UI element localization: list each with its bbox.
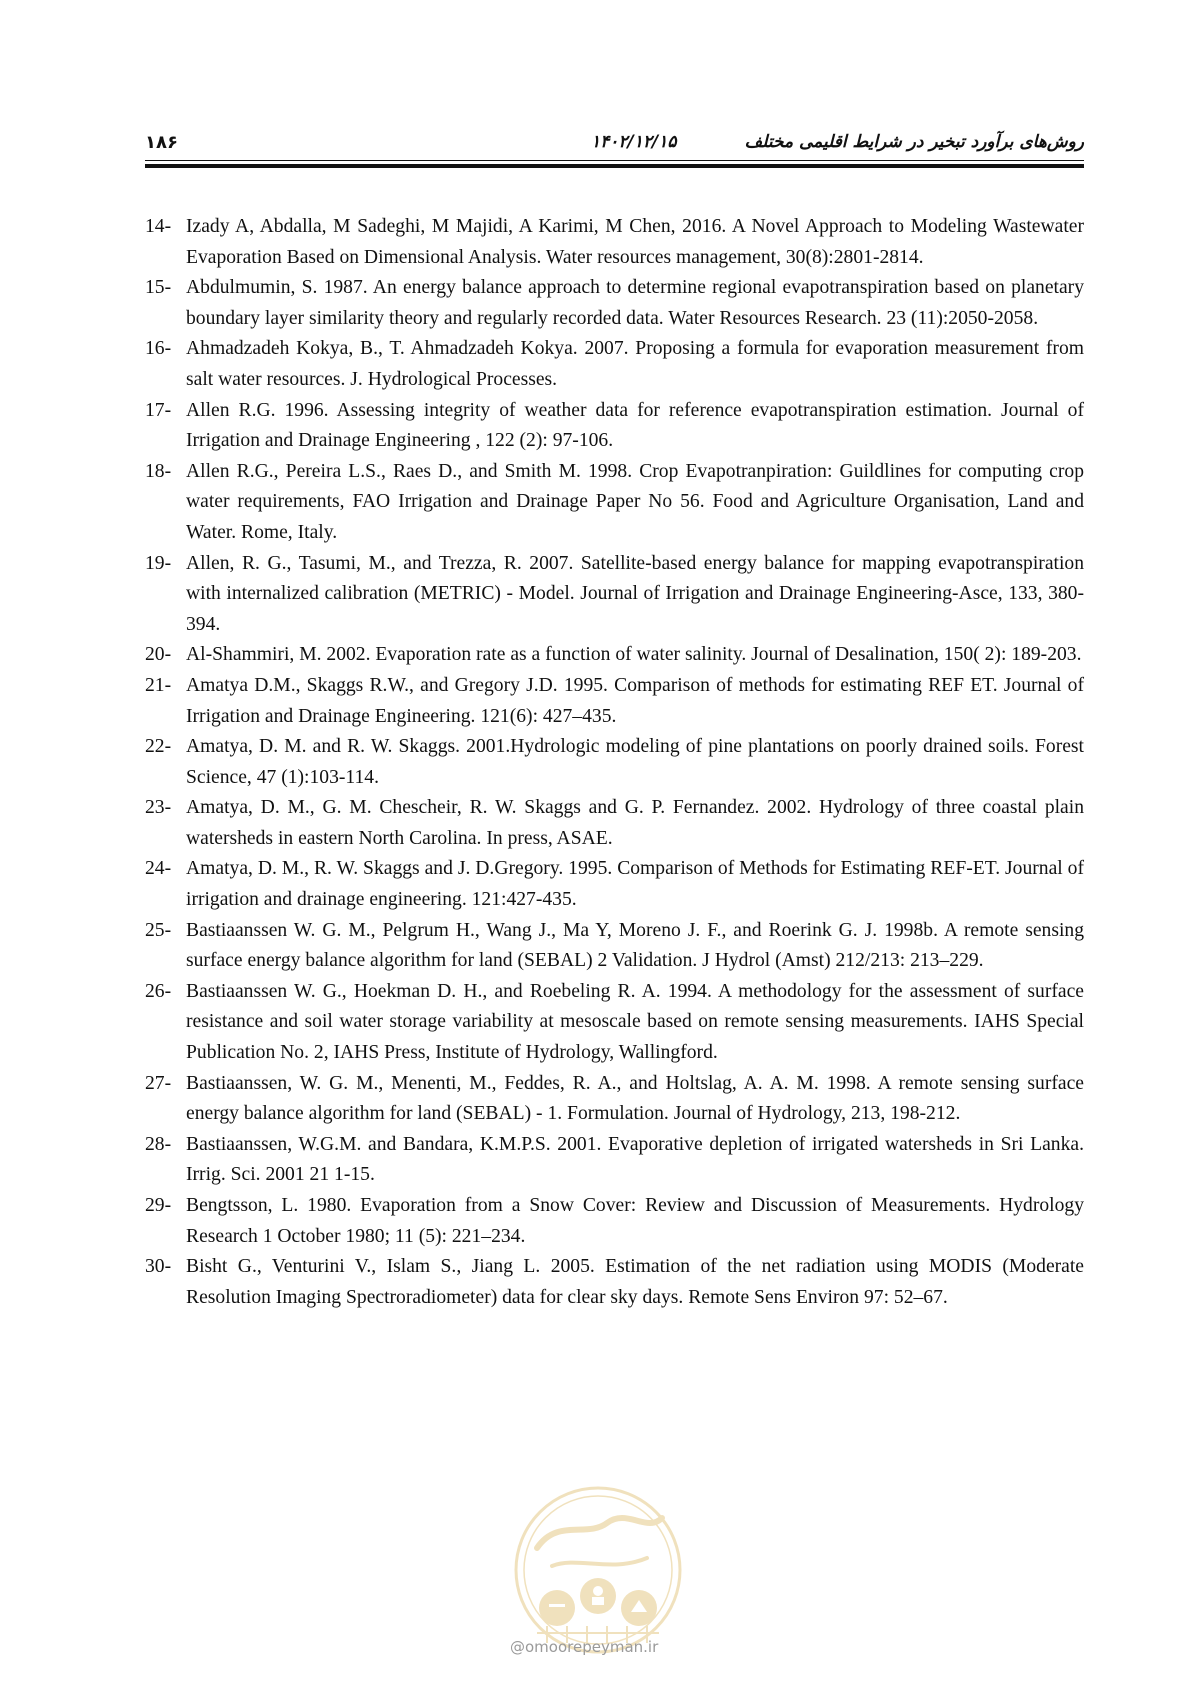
- page-header: [145, 128, 1084, 162]
- reference-text: Abdulmumin, S. 1987. An energy balance approach to determine regional evapotranspiration based on planetary boundary layer similarity theory and regularly recorded data. Water Resources Research. 23 (11):2050-2058.: [186, 277, 1084, 329]
- reference-item: [145, 732, 1084, 793]
- header-rule-thin: [145, 160, 1084, 161]
- reference-number: 25-: [145, 919, 172, 941]
- reference-item: [145, 977, 1084, 1069]
- reference-text: Amatya, D. M., G. M. Chescheir, R. W. Skaggs and G. P. Fernandez. 2002. Hydrology of three coastal plain watersheds in eastern North Carolina. In press, ASAE.: [186, 797, 1084, 849]
- running-title: روش‌های برآورد تبخیر در شرایط اقلیمی مختلف: [744, 132, 1084, 152]
- reference-number: 16-: [145, 338, 172, 360]
- watermark-site: @omoorepeyman.ir: [510, 1638, 659, 1656]
- reference-number: 21-: [145, 674, 172, 696]
- header-rule-thick: [145, 164, 1084, 168]
- reference-item: [145, 1191, 1084, 1252]
- reference-number: 23-: [145, 797, 172, 819]
- reference-text: Allen R.G. 1996. Assessing integrity of weather data for reference evapotranspiration estimation. Journal of Irrigation and Drainage Engineering , 122 (2): 97-106.: [186, 399, 1084, 452]
- reference-text: Allen R.G., Pereira L.S., Raes D., and Smith M. 1998. Crop Evapotranpiration: Guildlines for computing crop water requirements, FAO Irrigation and Drainage Paper No 56. Food and Agriculture Organisation, Land and Water. Rome, Italy.: [186, 460, 1084, 543]
- reference-item: [145, 334, 1084, 395]
- reference-item: [145, 273, 1084, 334]
- reference-number: 17-: [145, 399, 172, 421]
- reference-text: Bisht G., Venturini V., Islam S., Jiang L. 2005. Estimation of the net radiation using MODIS (Moderate Resolution Imaging Spectroradiometer) data for clear sky days. Remote Sens Environ 97: 52–67.: [186, 1256, 1084, 1308]
- reference-number: 30-: [145, 1256, 172, 1278]
- reference-number: 29-: [145, 1195, 172, 1216]
- reference-text: Bastiaanssen W. G., Hoekman D. H., and Roebeling R. A. 1994. A methodology for the assessment of surface resistance and soil water storage variability at mesoscale based on remote sensing measurements. IAHS Special Publication No. 2, IAHS Press, Institute of Hydrology, Wallingford.: [186, 980, 1084, 1064]
- reference-number: 27-: [145, 1072, 172, 1094]
- watermark-seal-logo: [497, 1478, 699, 1658]
- reference-item: [145, 640, 1084, 671]
- reference-number: 20-: [145, 644, 172, 666]
- reference-number: 24-: [145, 858, 172, 880]
- reference-item: [145, 1069, 1084, 1130]
- reference-item: [145, 916, 1084, 977]
- reference-text: Bastiaanssen W. G. M., Pelgrum H., Wang J., Ma Y, Moreno J. F., and Roerink G. J. 1998b. A remote sensing surface energy balance algorithm for land (SEBAL) 2 Validation. J Hydrol (Amst) 212/213: 213–229.: [186, 919, 1084, 972]
- reference-number: 19-: [145, 552, 172, 574]
- reference-text: Allen, R. G., Tasumi, M., and Trezza, R. 2007. Satellite-based energy balance for mapping evapotranspiration with internalized calibration (METRIC) - Model. Journal of Irrigation and Drainage Engineering-Asce, 133, 380-394.: [186, 552, 1084, 635]
- reference-item: [145, 549, 1084, 641]
- reference-text: Bengtsson, L. 1980. Evaporation from a Snow Cover: Review and Discussion of Measurements. Hydrology Research 1 October 1980; 11 (5): 221–234.: [186, 1195, 1084, 1247]
- reference-text: Al-Shammiri, M. 2002. Evaporation rate as a function of water salinity. Journal of Desalination, 150( 2): 189-203.: [186, 644, 1082, 666]
- reference-number: 14-: [145, 216, 172, 237]
- reference-item: [145, 396, 1084, 457]
- reference-text: Izady A, Abdalla, M Sadeghi, M Majidi, A Karimi, M Chen, 2016. A Novel Approach to Modeling Wastewater Evaporation Based on Dimensional Analysis. Water resources management, 30(8):2801-2814.: [186, 216, 1084, 268]
- reference-item: [145, 1252, 1084, 1313]
- reference-text: Amatya, D. M., R. W. Skaggs and J. D.Gregory. 1995. Comparison of Methods for Estimating REF-ET. Journal of irrigation and drainage engineering. 121:427-435.: [186, 858, 1084, 911]
- reference-item: [145, 671, 1084, 732]
- reference-text: Amatya, D. M. and R. W. Skaggs. 2001.Hydrologic modeling of pine plantations on poorly drained soils. Forest Science, 47 (1):103-114.: [186, 736, 1084, 788]
- reference-item: [145, 212, 1084, 273]
- reference-number: 18-: [145, 460, 172, 482]
- reference-text: Amatya D.M., Skaggs R.W., and Gregory J.D. 1995. Comparison of methods for estimating REF ET. Journal of Irrigation and Drainage Engineering. 121(6): 427–435.: [186, 674, 1084, 727]
- reference-number: 28-: [145, 1133, 172, 1155]
- reference-text: Bastiaanssen, W.G.M. and Bandara, K.M.P.S. 2001. Evaporative depletion of irrigated watersheds in Sri Lanka. Irrig. Sci. 2001 21 1-15.: [186, 1133, 1084, 1186]
- reference-number: 26-: [145, 980, 172, 1002]
- reference-list: [145, 212, 1084, 1313]
- reference-item: [145, 793, 1084, 854]
- reference-item: [145, 854, 1084, 915]
- reference-number: 15-: [145, 277, 172, 299]
- reference-item: [145, 457, 1084, 549]
- reference-item: [145, 1130, 1084, 1191]
- reference-text: Ahmadzadeh Kokya, B., T. Ahmadzadeh Kokya. 2007. Proposing a formula for evaporation measurement from salt water resources. J. Hydrological Processes.: [186, 338, 1084, 390]
- page-number: ۱۸۶: [145, 132, 178, 153]
- header-date: ۱۴۰۲/۱۲/۱۵: [591, 132, 677, 152]
- reference-text: Bastiaanssen, W. G. M., Menenti, M., Feddes, R. A., and Holtslag, A. A. M. 1998. A remote sensing surface energy balance algorithm for land (SEBAL) - 1. Formulation. Journal of Hydrology, 213, 198-212.: [186, 1072, 1084, 1125]
- reference-number: 22-: [145, 736, 172, 758]
